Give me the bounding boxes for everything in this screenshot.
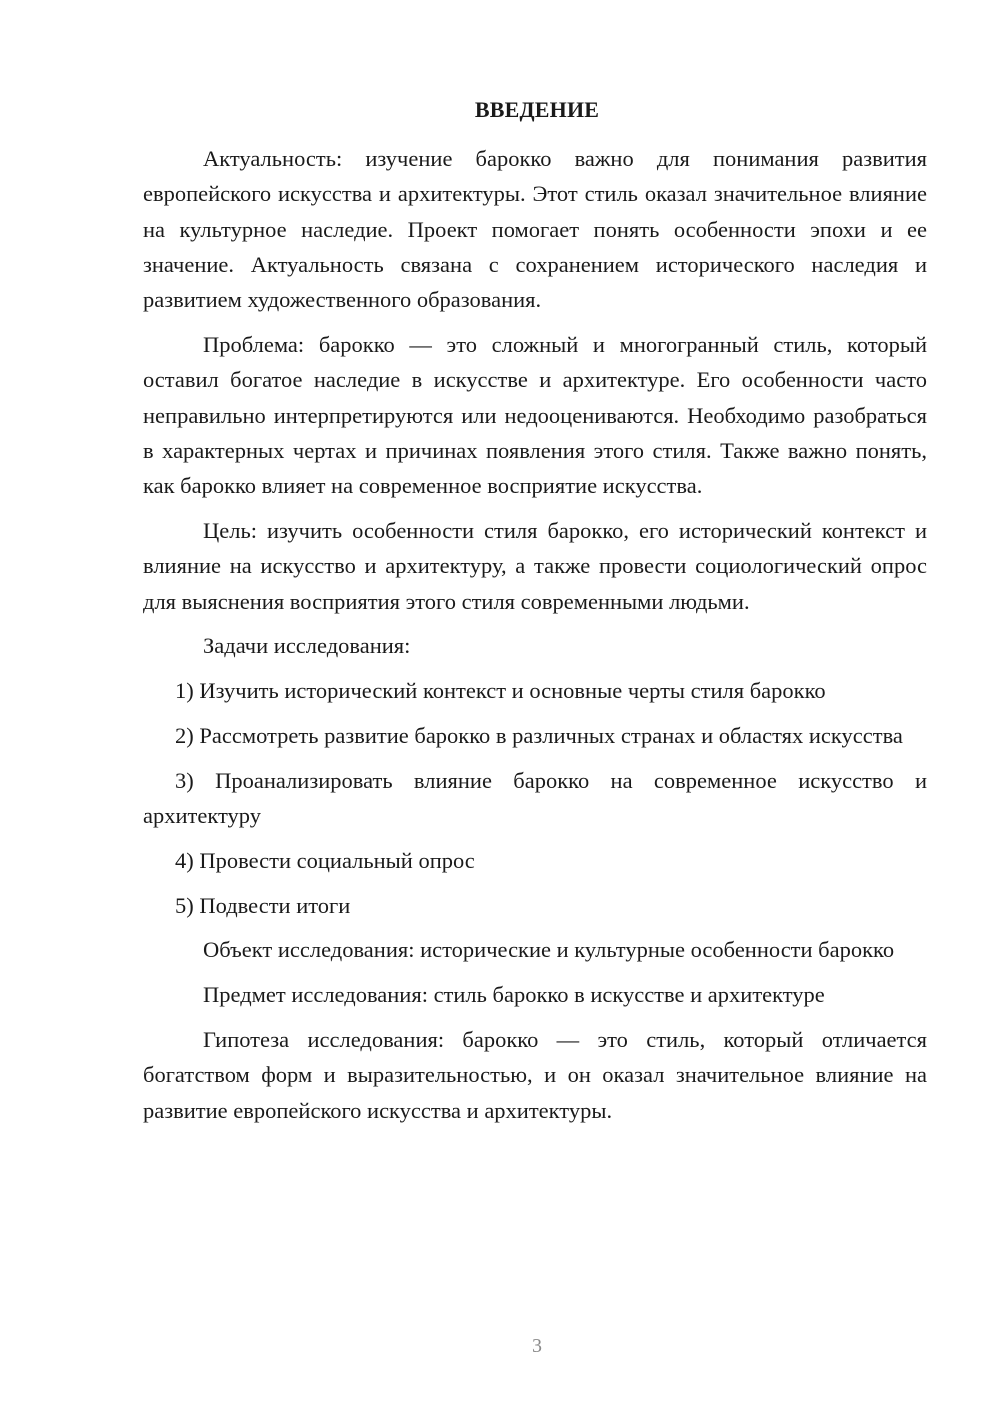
hypothesis-paragraph: Гипотеза исследования: барокко — это стиль, который отличается богатством форм и выразительностью, и он оказал значительное влияние на развитие европейского искусства и архитектуры. xyxy=(143,1027,927,1123)
relevance-paragraph: Актуальность: изучение барокко важно для понимания развития европейского искусства и архитектуры. Этот стиль оказал значительное влияние на культурное наследие. Проект помогает понять особенности эпохи и ее значение. Актуальность связана с сохранением исторического наследия и развитием художественного образования. xyxy=(143,146,927,313)
body-text xyxy=(143,141,927,1137)
task-item-4: 4) Провести социальный опрос xyxy=(175,847,475,873)
goal-paragraph: Цель: изучить особенности стиля барокко, его исторический контекст и влияние на искусство и архитектуру, а также провести социологический опрос для выяснения восприятия этого стиля современными людьми. xyxy=(143,517,927,614)
subject-paragraph: Предмет исследования: стиль барокко в искусстве и архитектуре xyxy=(203,982,825,1008)
object-paragraph: Объект исследования: исторические и культурные особенности барокко xyxy=(203,937,895,963)
task-item-2: 2) Рассмотреть развитие барокко в различных странах и областях искусства xyxy=(175,722,903,748)
problem-paragraph: Проблема: барокко — это сложный и многогранный стиль, который оставил богатое наследие в искусстве и архитектуре. Его особенности часто неправильно интерпретируются или недооцениваются. Необходимо разобраться в характерных чертах и причинах появления этого стиля. Также важно понять, как барокко влияет на современное восприятие искусства. xyxy=(143,331,927,499)
page-number: 3 xyxy=(532,1335,542,1357)
tasks-title: Задачи исследования: xyxy=(203,633,411,659)
task-item-3: 3) Проанализировать влияние барокко на современное искусство и архитектуру xyxy=(143,767,927,829)
page-heading: ВВЕДЕНИЕ xyxy=(474,97,600,122)
task-item-1: 1) Изучить исторический контекст и основные черты стиля барокко xyxy=(175,678,826,704)
task-item-5: 5) Подвести итоги xyxy=(175,892,351,918)
